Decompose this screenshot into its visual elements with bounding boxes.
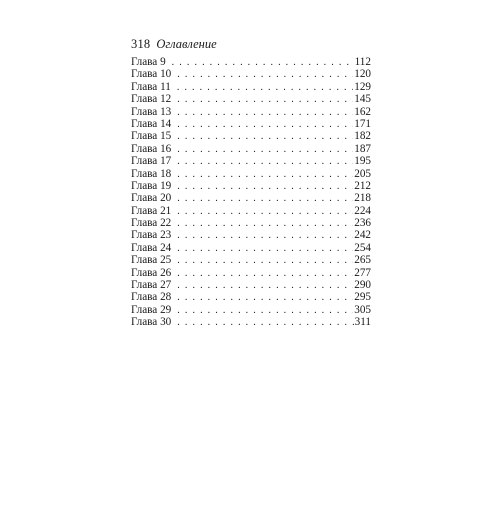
toc-entry-label: Глава 27 <box>131 279 172 292</box>
toc-entry-label: Глава 26 <box>131 266 172 279</box>
toc-entry-label: Глава 14 <box>131 117 172 130</box>
toc-entry-label: Глава 19 <box>131 179 172 192</box>
toc-entry <box>131 93 371 105</box>
toc-dot-leader <box>177 317 353 329</box>
toc-entry-label: Глава 25 <box>131 254 172 267</box>
toc-dot-leader <box>177 119 353 131</box>
toc-entry-label: Глава 22 <box>131 217 172 230</box>
toc-entry-page-number: 254 <box>354 241 371 254</box>
toc-entry <box>131 217 371 229</box>
toc-entry-page-number: 120 <box>354 68 371 81</box>
toc-entry-label: Глава 20 <box>131 192 172 205</box>
toc-dot-leader <box>177 181 353 193</box>
toc-entry-label: Глава 9 <box>131 56 166 68</box>
toc-entry-page-number: 242 <box>354 229 371 242</box>
toc-entry <box>131 180 371 192</box>
toc-entry <box>131 118 371 130</box>
toc-entry-label: Глава 12 <box>131 93 172 106</box>
toc-entry <box>131 168 371 180</box>
toc-entry-page-number: 112 <box>354 56 371 68</box>
toc-entry-page-number: 236 <box>354 217 371 230</box>
toc-entry-label: Глава 15 <box>131 130 172 143</box>
toc-dot-leader <box>177 156 353 168</box>
toc-entry-label: Глава 10 <box>131 68 172 81</box>
toc-entry-page-number: 187 <box>354 142 371 155</box>
toc-dot-leader <box>177 169 353 181</box>
toc-entry <box>131 242 371 254</box>
toc-entry-page-number: 224 <box>354 204 371 217</box>
toc-entry <box>131 192 371 204</box>
toc-dot-leader <box>177 305 353 317</box>
toc-entry-page-number: 205 <box>354 167 371 180</box>
toc-entry <box>131 81 371 93</box>
toc-entry-page-number: 145 <box>354 93 371 106</box>
toc-dot-leader <box>177 82 353 94</box>
table-of-contents <box>131 56 371 329</box>
running-head-title: Оглавление <box>156 37 217 51</box>
toc-entry-page-number: 218 <box>354 192 371 205</box>
toc-dot-leader <box>177 255 353 267</box>
toc-entry-page-number: 290 <box>354 279 371 292</box>
toc-dot-leader <box>177 131 353 143</box>
toc-entry <box>131 254 371 266</box>
toc-entry-page-number: 162 <box>354 105 371 118</box>
toc-dot-leader <box>177 94 353 106</box>
toc-entry-page-number: 305 <box>354 303 371 316</box>
toc-dot-leader <box>177 69 353 81</box>
toc-dot-leader <box>177 230 353 242</box>
toc-entry-page-number: 277 <box>354 266 371 279</box>
toc-entry-label: Глава 13 <box>131 105 172 118</box>
toc-dot-leader <box>177 218 353 230</box>
toc-entry <box>131 291 371 303</box>
toc-entry <box>131 143 371 155</box>
toc-dot-leader <box>177 268 353 280</box>
toc-entry-label: Глава 23 <box>131 229 172 242</box>
toc-entry-page-number: 171 <box>354 117 371 130</box>
toc-dot-leader <box>177 193 353 205</box>
toc-entry-label: Глава 30 <box>131 316 172 329</box>
toc-entry <box>131 279 371 291</box>
toc-entry <box>131 229 371 241</box>
toc-entry-label: Глава 29 <box>131 303 172 316</box>
toc-entry-label: Глава 21 <box>131 204 172 217</box>
toc-entry-page-number: 265 <box>354 254 371 267</box>
toc-dot-leader <box>177 280 353 292</box>
toc-entry-page-number: 311 <box>354 316 371 329</box>
toc-entry-label: Глава 18 <box>131 167 172 180</box>
running-head <box>131 37 217 51</box>
toc-entry-label: Глава 17 <box>131 155 172 168</box>
toc-entry <box>131 56 371 68</box>
toc-entry-page-number: 212 <box>354 179 371 192</box>
toc-entry <box>131 68 371 80</box>
toc-entry <box>131 267 371 279</box>
toc-entry-label: Глава 11 <box>131 80 171 93</box>
toc-dot-leader <box>177 206 353 218</box>
toc-entry-label: Глава 16 <box>131 142 172 155</box>
toc-entry-page-number: 129 <box>354 80 371 93</box>
toc-entry-page-number: 295 <box>354 291 371 304</box>
toc-dot-leader <box>177 243 353 255</box>
toc-entry <box>131 130 371 142</box>
page-number: 318 <box>131 37 151 51</box>
toc-dot-leader <box>177 292 353 304</box>
toc-entry <box>131 304 371 316</box>
toc-entry <box>131 106 371 118</box>
toc-dot-leader <box>177 107 353 119</box>
toc-entry-label: Глава 24 <box>131 241 172 254</box>
toc-dot-leader <box>177 144 353 156</box>
toc-entry <box>131 155 371 167</box>
toc-entry <box>131 205 371 217</box>
toc-entry-page-number: 182 <box>354 130 371 143</box>
toc-entry <box>131 316 371 328</box>
toc-entry-label: Глава 28 <box>131 291 172 304</box>
toc-entry-page-number: 195 <box>354 155 371 168</box>
toc-dot-leader <box>172 57 354 69</box>
